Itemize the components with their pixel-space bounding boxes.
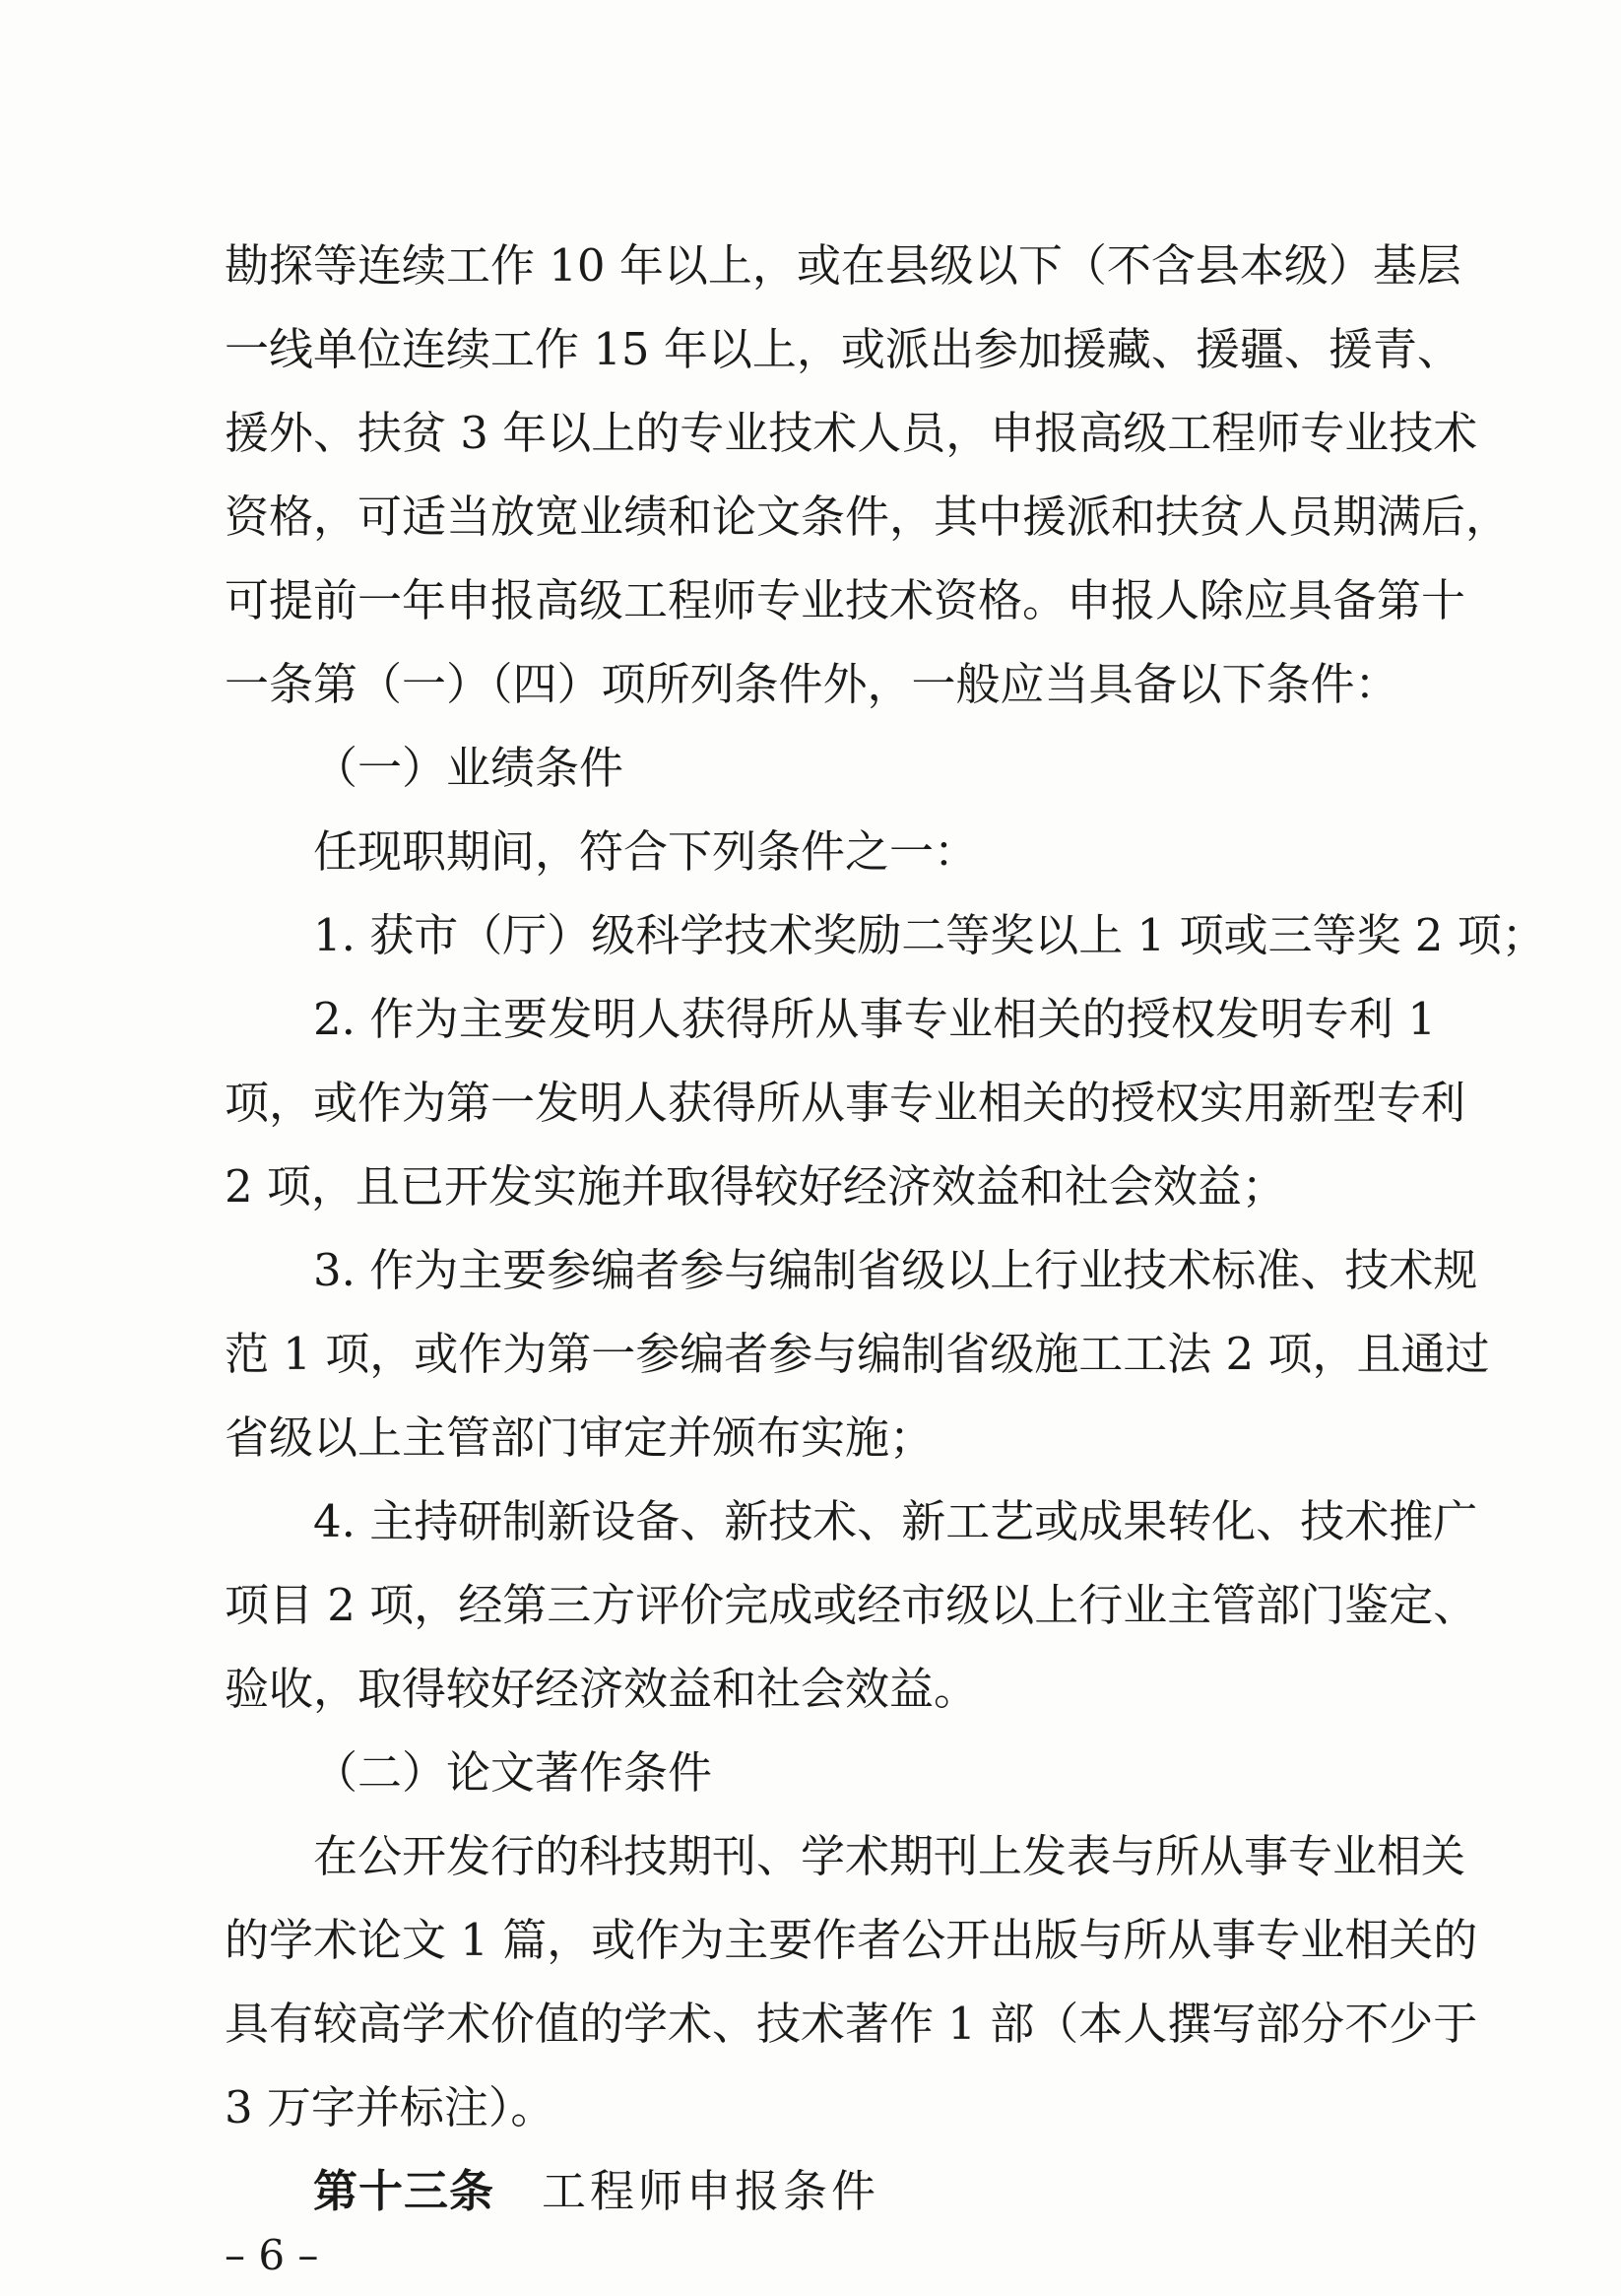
paragraph-line: 可提前一年申报高级工程师专业技术资格。申报人除应具备第十	[225, 574, 1466, 626]
paragraph-line: 勘探等连续工作 10 年以上，或在县级以下（不含县本级）基层	[225, 239, 1461, 292]
paragraph-line: 资格，可适当放宽业绩和论文条件，其中援派和扶贫人员期满后，	[225, 491, 1511, 543]
list-item-1: 1. 获市（厅）级科学技术奖励二等奖以上 1 项或三等奖 2 项；	[313, 909, 1546, 961]
paragraph-line: 的学术论文 1 篇，或作为主要作者公开出版与所从事专业相关的	[225, 1914, 1478, 1966]
article-number: 第十三条	[313, 2165, 495, 2217]
paragraph-line: 3 万字并标注）。	[225, 2081, 555, 2133]
page-number: – 6 –	[225, 2231, 319, 2279]
paragraph-line: 项目 2 项，经第三方评价完成或经市级以上行业主管部门鉴定、	[225, 1579, 1478, 1631]
list-item-3: 3. 作为主要参编者参与编制省级以上行业技术标准、技术规	[313, 1244, 1478, 1296]
section-heading-papers: （二）论文著作条件	[313, 1746, 713, 1799]
paragraph-line: 一条第（一）（四）项所列条件外，一般应当具备以下条件：	[225, 658, 1399, 710]
paragraph-line: 任现职期间，符合下列条件之一：	[313, 825, 979, 878]
paragraph-line: 2 项，且已开发实施并取得较好经济效益和社会效益；	[225, 1160, 1286, 1213]
paragraph-line: 范 1 项，或作为第一参编者参与编制省级施工工法 2 项，且通过	[225, 1328, 1490, 1380]
paragraph-line: 在公开发行的科技期刊、学术期刊上发表与所从事专业相关	[313, 1830, 1466, 1882]
paragraph-line: 项，或作为第一发明人获得所从事专业相关的授权实用新型专利	[225, 1077, 1466, 1129]
paragraph-line: 援外、扶贫 3 年以上的专业技术人员，申报高级工程师专业技术	[225, 407, 1478, 459]
article-heading	[313, 2162, 879, 2221]
list-item-4: 4. 主持研制新设备、新技术、新工艺或成果转化、技术推广	[313, 1495, 1478, 1547]
article-title: 工程师申报条件	[542, 2165, 880, 2217]
paragraph-line: 省级以上主管部门审定并颁布实施；	[225, 1411, 935, 1464]
paragraph-line: 具有较高学术价值的学术、技术著作 1 部（本人撰写部分不少于	[225, 1998, 1478, 2050]
section-heading-performance: （一）业绩条件	[313, 742, 624, 794]
list-item-2: 2. 作为主要发明人获得所从事专业相关的授权发明专利 1	[313, 993, 1436, 1045]
paragraph-line: 一线单位连续工作 15 年以上，或派出参加援藏、援疆、援青、	[225, 323, 1461, 375]
paragraph-line: 验收，取得较好经济效益和社会效益。	[225, 1663, 979, 1715]
